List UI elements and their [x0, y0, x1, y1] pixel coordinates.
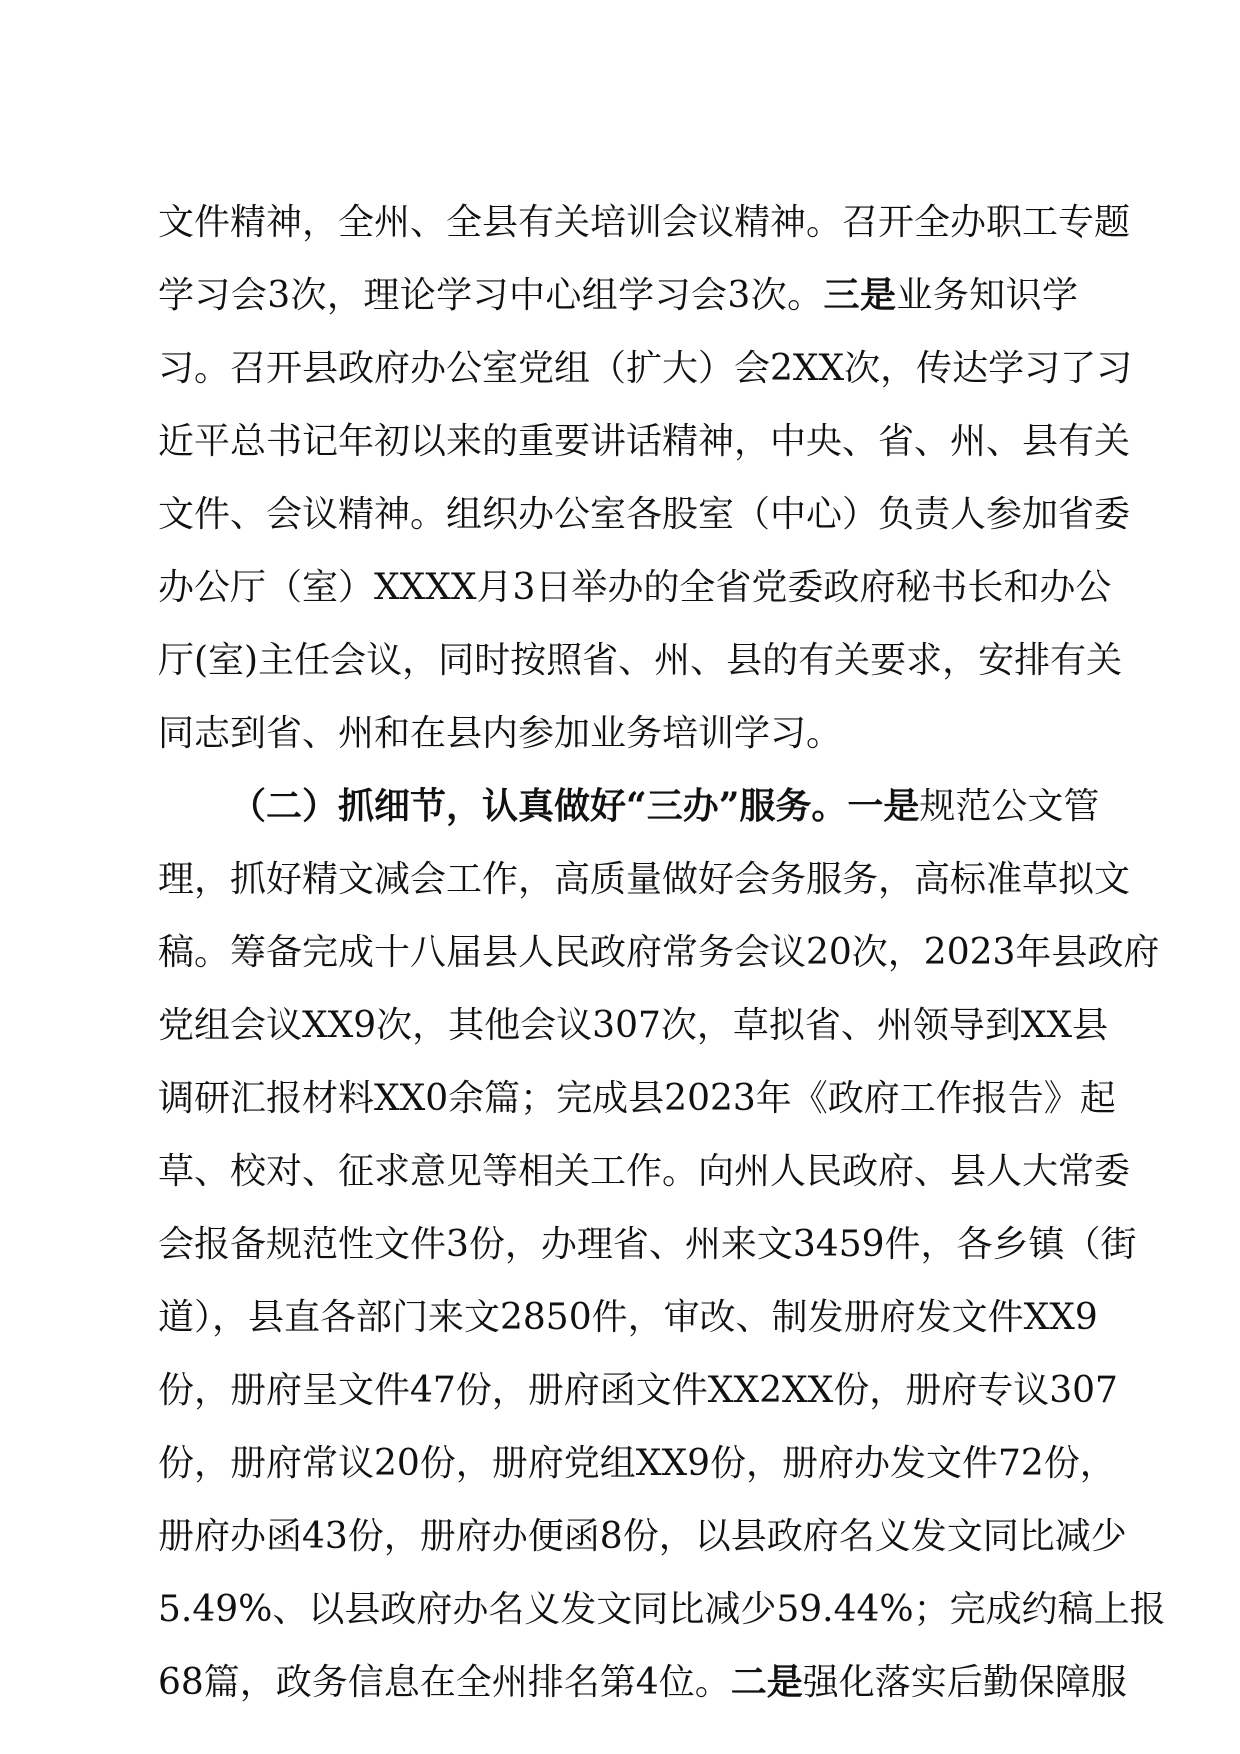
- text-line: 5.49%、以县政府办名义发文同比减少59.44%；完成约稿上报: [158, 1589, 1166, 1630]
- text-line: 份，册府呈文件47份，册府函文件XX2XX份，册府专议307: [158, 1370, 1118, 1411]
- text-line: 道），县直各部门来文2850件，审改、制发册府发文件XX9: [158, 1297, 1098, 1338]
- text-line: 习。召开县政府办公室党组（扩大）会2XX次，传达学习了习: [158, 348, 1133, 389]
- text-line: 理，抓好精文减会工作，高质量做好会务服务，高标准草拟文: [158, 859, 1131, 900]
- text-line: 文件精神，全州、全县有关培训会议精神。召开全办职工专题: [158, 202, 1131, 243]
- section-heading-line: （二）抓细节，认真做好“三办”服务。一是规范公文管: [230, 785, 1100, 827]
- text-line: 调研汇报材料XX0余篇；完成县2023年《政府工作报告》起: [158, 1078, 1116, 1119]
- bold-marker: 三是: [823, 274, 897, 316]
- text-line: 稿。筹备完成十八届县人民政府常务会议20次，2023年县政府: [158, 932, 1160, 973]
- body-text: [158, 186, 1166, 1719]
- text-line: 学习会3次，理论学习中心组学习会3次。三是业务知识学: [158, 274, 1078, 316]
- text-line: 册府办函43份，册府办便函8份，以县政府名义发文同比减少: [158, 1516, 1127, 1557]
- bold-marker: 二是: [730, 1661, 803, 1703]
- text-line: 办公厅（室）XXXX月3日举办的全省党委政府秘书长和办公: [158, 567, 1112, 608]
- text-line: 党组会议XX9次，其他会议307次，草拟省、州领导到XX县: [158, 1005, 1109, 1046]
- text-line: 厅(室)主任会议，同时按照省、州、县的有关要求，安排有关: [158, 640, 1123, 681]
- section-heading: （二）抓细节，认真做好“三办”服务。一是: [230, 785, 920, 827]
- text-line: 近平总书记年初以来的重要讲话精神，中央、省、州、县有关: [158, 421, 1131, 462]
- text-line: 份，册府常议20份，册府党组XX9份，册府办发文件72份，: [158, 1443, 1116, 1484]
- text-line: 草、校对、征求意见等相关工作。向州人民政府、县人大常委: [158, 1151, 1131, 1192]
- text-line: 68篇，政务信息在全州排名第4位。二是强化落实后勤保障服: [158, 1661, 1127, 1703]
- text-line: 同志到省、州和在县内参加业务培训学习。: [158, 713, 843, 754]
- text-line: 文件、会议精神。组织办公室各股室（中心）负责人参加省委: [158, 494, 1131, 535]
- text-line: 会报备规范性文件3份，办理省、州来文3459件，各乡镇（街: [158, 1224, 1137, 1265]
